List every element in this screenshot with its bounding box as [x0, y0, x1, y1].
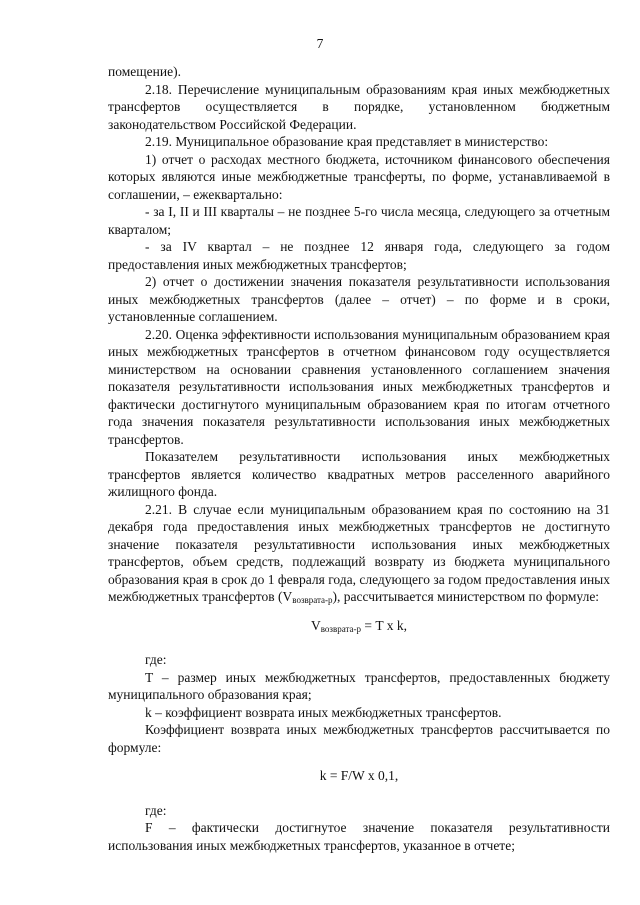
definition-f: F – фактически достигнутое значение показателя результативности использования иных межбюджетных трансфертов, указанное в отчете;	[108, 820, 610, 853]
definition-k: k – коэффициент возврата иных межбюджетных трансфертов.	[145, 704, 502, 720]
list-item-report-expenses: 1) отчет о расходах местного бюджета, источником финансового обеспечения которых являются иные межбюджетные трансферты, по форме, устанавливаемой в соглашении, – ежеквартально:	[108, 151, 610, 202]
list-item-quarter-4: - за IV квартал – не позднее 12 января года, следующего за годом предоставления иных межбюджетных трансфертов;	[108, 239, 610, 272]
where-label-2: где:	[145, 802, 167, 818]
document-body	[108, 63, 610, 854]
paragraph-2-19: 2.19. Муниципальное образование края представляет в министерство:	[145, 134, 549, 149]
list-item-quarters-1-3: - за I, II и III кварталы – не позднее 5-го числа месяца, следующего за отчетным кварталом;	[108, 204, 610, 237]
paragraph-2-21	[108, 501, 610, 606]
paragraph-coefficient: Коэффициент возврата иных межбюджетных трансфертов рассчитывается по формуле:	[108, 722, 610, 755]
list-item-report-indicator: 2) отчет о достижении значения показателя результативности использования иных межбюджетных трансфертов (далее – отчет) – по форме и в сроки, установленные соглашением.	[108, 274, 610, 324]
paragraph-2-20: 2.20. Оценка эффективности использования муниципальным образованием края иных межбюджетных трансфертов в отчетном финансовом году осуществляется министерством на основании сравнения установленного соглашением значения показателя результативности использования иных межбюджетных трансфертов и фактически достигнутого муниципальным образованием края по итогам отчетного года значения показателя результативности использования иных межбюджетных трансфертов.	[108, 326, 610, 447]
formula-coefficient: k = F/W x 0,1,	[319, 768, 399, 783]
paragraph-continuation: помещение).	[108, 64, 181, 79]
definition-t: T – размер иных межбюджетных трансфертов, предоставленных бюджету муниципального образования края;	[108, 669, 610, 702]
paragraph-indicator: Показателем результативности использования иных межбюджетных трансфертов является количество квадратных метров расселенного аварийного жилищного фонда.	[108, 449, 610, 499]
page-number: 7	[316, 36, 324, 51]
paragraph-2-21-text: 2.21. В случае если муниципальным образованием края по состоянию на 31 декабря года предоставления иных межбюджетных трансфертов не достигнуто значение показателя результативности использования иных межбюджетных трансфертов, объем средств, подлежащий возврату из бюджета муниципального образования края в срок до 1 февраля года, следующего за годом предоставления иных межбюджетных трансфертов (V	[108, 501, 610, 604]
paragraph-2-21-subscript: возврата-р	[292, 595, 333, 605]
formula-refund-subscript: возврата-р	[320, 623, 362, 634]
where-label-1: где:	[145, 652, 167, 667]
paragraph-2-21-tail: ), рассчитывается министерством по формуле:	[332, 589, 600, 604]
formula-refund-v: V	[310, 617, 321, 633]
paragraph-2-18: 2.18. Перечисление муниципальным образованиям края иных межбюджетных трансфертов осуществляется в порядке, установленном бюджетным законодательством Российской Федерации.	[108, 81, 610, 132]
formula-refund-rest: = T x k,	[361, 617, 408, 633]
formula-refund	[108, 617, 610, 635]
